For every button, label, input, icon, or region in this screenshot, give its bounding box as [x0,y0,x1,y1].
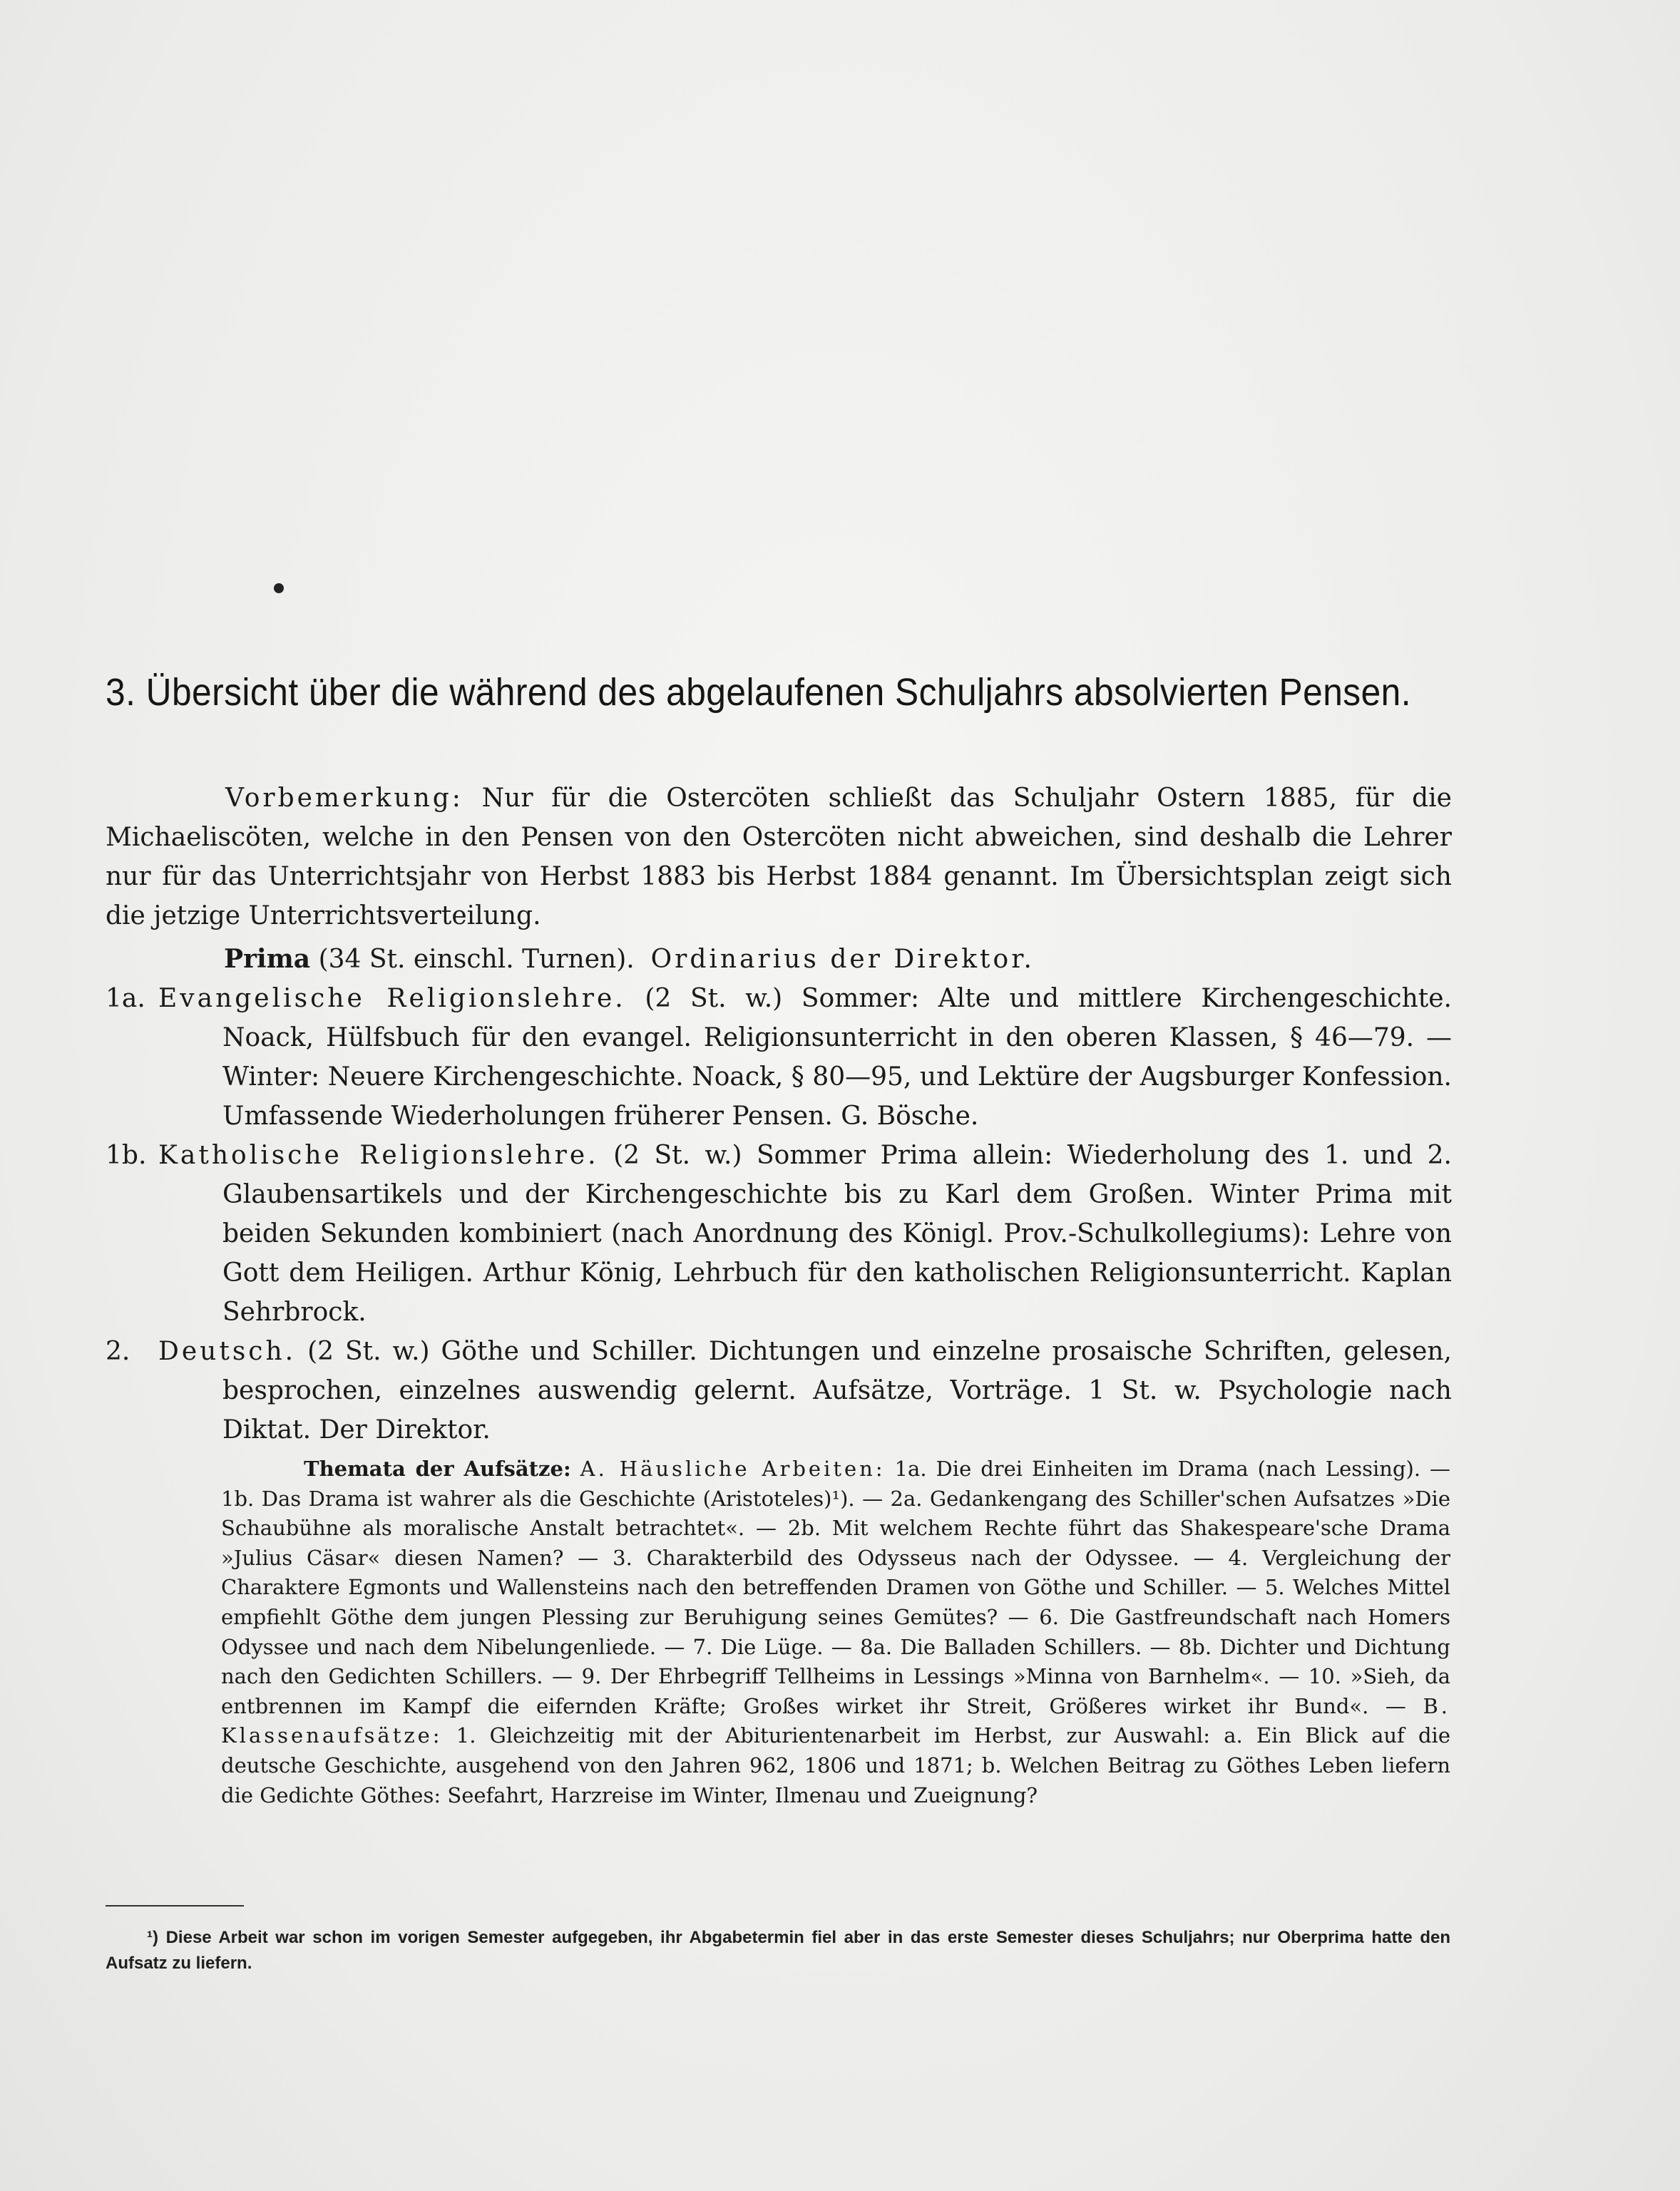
footnote-text: Diese Arbeit war schon im vorigen Semester aufgegeben, ihr Abgabetermin fiel aber in das erste Semester dieses Schuljahrs; nur Oberprima hatte den Aufsatz zu liefern. [106,1928,1450,1973]
entry-subject: Katholische Religionslehre. [158,1141,599,1170]
themata-a-label: A. Häusliche Arbeiten: [580,1457,886,1481]
entry-number: 1b. [106,1141,147,1170]
entry-subject: Evangelische Religionslehre. [158,984,626,1013]
themata-paragraph [221,1454,1450,1810]
prima-title: Prima [224,944,311,974]
prima-hours: (34 St. einschl. Turnen). [318,945,635,974]
themata-b-label: B. Klassenaufsätze: [221,1693,1450,1748]
footnote-mark: ¹) [147,1928,158,1947]
entry-number: 2. [106,1337,130,1366]
themata-block [221,1454,1450,1810]
vorbemerkung-text: Nur für die Ostercöten schließt das Schuljahr Ostern 1885, für die Michaeliscöten, welche in den Pensen von den Ostercöten nicht abweichen, sind deshalb die Lehrer nur für das Unterrichtsjahr von Herbst 1883 bis Herbst 1884 genannt. Im Übersichtsplan zeigt sich die jetzige Unterrichtsverteilung. [106,784,1452,930]
entry-subject: Deutsch. [158,1337,297,1366]
entry-text: (2 St. w.) Sommer Prima allein: Wiederholung des 1. und 2. Glaubensartikels und der Kirchengeschichte bis zu Karl dem Großen. Winter Prima mit beiden Sekunden kombiniert (nach Anordnung des Königl. Prov.-Schulkollegiums): Lehre von Gott dem Heiligen. Arthur König, Lehrbuch für den katholischen Religionsunterricht. Kaplan Sehrbrock. [222,1141,1452,1327]
prima-line [106,940,1452,979]
entry-deutsch [106,1332,1452,1449]
entry-katholische-religion [106,1136,1452,1332]
themata-a-text: 1a. Die drei Einheiten im Drama (nach Lessing). — 1b. Das Drama ist wahrer als die Geschichte (Aristoteles)¹). — 2a. Gedankengang des Schiller'schen Aufsatzes »Die Schaubühne als moralische Anstalt betrachtet«. — 2b. Mit welchem Rechte führt das Shakespeare'sche Drama »Julius Cäsar« diesen Namen? — 3. Charakterbild des Odysseus nach der Odyssee. — 4. Vergleichung der Charaktere Egmonts und Wallensteins nach den betreffenden Dramen von Göthe und Schiller. — 5. Welches Mittel empfiehlt Göthe dem jungen Plessing zur Beruhigung seines Gemütes? — 6. Die Gastfreundschaft nach Homers Odyssee und nach dem Nibelungenliede. — 7. Die Lüge. — 8a. Die Balladen Schillers. — 8b. Dichter und Dichtung nach den Gedichten Schillers. — 9. Der Ehrbegriff Tellheims in Lessings »Minna von Barnhelm«. — 10. »Sieh, da entbrennen im Kampf die eifernden Kräfte; Großes wirket ihr Streit, Größeres wirket ihr Bund«. — [221,1457,1451,1718]
themata-b-text: 1. Gleichzeitig mit der Abiturientenarbeit im Herbst, zur Auswahl: a. Ein Blick auf die deutsche Geschichte, ausgehend von den Jahren 962, 1806 und 1871; b. Welchen Beitrag zu Göthes Leben liefern die Gedichte Göthes: Seefahrt, Harzreise im Winter, Ilmenau und Zueignung? [221,1723,1450,1807]
document-body [106,779,1452,1449]
footnote-rule [106,1905,244,1907]
vorbemerkung-paragraph [106,779,1452,935]
vorbemerkung-label: Vorbemerkung: [225,784,463,813]
footnote [106,1925,1450,1976]
print-speck [274,583,284,593]
prima-ordinarius: Ordinarius der Direktor. [650,945,1035,974]
entry-number: 1a. [106,984,145,1013]
entry-text: (2 St. w.) Göthe und Schiller. Dichtungen und einzelne prosaische Schriften, gelesen, besprochen, einzelnes auswendig gelernt. Aufsätze, Vorträge. 1 St. w. Psychologie nach Diktat. Der Direktor. [222,1337,1452,1445]
entry-evangelische-religion [106,979,1452,1136]
section-heading: 3. Übersicht über die während des abgelaufenen Schuljahrs absolvierten Pensen. [106,671,1412,714]
entry-text: (2 St. w.) Sommer: Alte und mittlere Kirchengeschichte. Noack, Hülfsbuch für den evangel. Religionsunterricht in den oberen Klassen, § 46—79. — Winter: Neuere Kirchengeschichte. Noack, § 80—95, und Lektüre der Augsburger Konfession. Umfassende Wiederholungen früherer Pensen. G. Bösche. [222,984,1452,1131]
themata-label: Themata der Aufsätze: [304,1457,571,1481]
